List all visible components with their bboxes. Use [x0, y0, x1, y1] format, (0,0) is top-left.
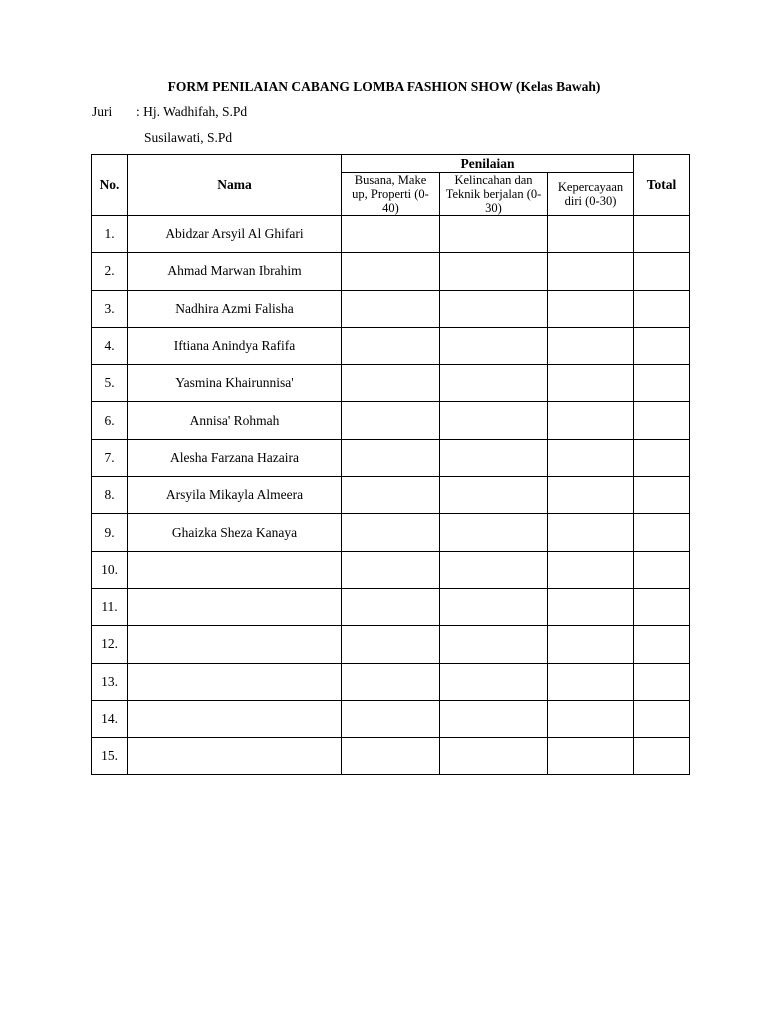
row-number: 5.	[92, 365, 128, 402]
score-busana-cell[interactable]	[342, 365, 440, 402]
score-total-cell[interactable]	[634, 738, 690, 775]
row-number: 12.	[92, 626, 128, 663]
score-busana-cell[interactable]	[342, 290, 440, 327]
participant-name	[128, 738, 342, 775]
score-busana-cell[interactable]	[342, 253, 440, 290]
table-row	[92, 439, 690, 476]
score-busana-cell[interactable]	[342, 477, 440, 514]
row-number: 3.	[92, 290, 128, 327]
score-busana-cell[interactable]	[342, 626, 440, 663]
row-number: 13.	[92, 663, 128, 700]
header-criteria-kepercayaan: Kepercayaan diri (0-30)	[548, 173, 634, 216]
table-row	[92, 477, 690, 514]
participant-name: Yasmina Khairunnisa'	[128, 365, 342, 402]
score-kepercayaan-cell[interactable]	[548, 216, 634, 253]
row-number: 8.	[92, 477, 128, 514]
header-no: No.	[92, 155, 128, 216]
score-kepercayaan-cell[interactable]	[548, 477, 634, 514]
score-busana-cell[interactable]	[342, 551, 440, 588]
header-total: Total	[634, 155, 690, 216]
score-kepercayaan-cell[interactable]	[548, 626, 634, 663]
row-number: 14.	[92, 700, 128, 737]
row-number: 15.	[92, 738, 128, 775]
score-kepercayaan-cell[interactable]	[548, 253, 634, 290]
score-kepercayaan-cell[interactable]	[548, 290, 634, 327]
score-kelincahan-cell[interactable]	[440, 738, 548, 775]
row-number: 11.	[92, 588, 128, 625]
table-row	[92, 327, 690, 364]
score-kelincahan-cell[interactable]	[440, 551, 548, 588]
row-number: 9.	[92, 514, 128, 551]
table-row	[92, 551, 690, 588]
score-busana-cell[interactable]	[342, 738, 440, 775]
score-kepercayaan-cell[interactable]	[548, 365, 634, 402]
score-table	[91, 154, 690, 775]
score-kelincahan-cell[interactable]	[440, 477, 548, 514]
row-number: 1.	[92, 216, 128, 253]
score-kelincahan-cell[interactable]	[440, 216, 548, 253]
score-kelincahan-cell[interactable]	[440, 327, 548, 364]
score-kepercayaan-cell[interactable]	[548, 551, 634, 588]
juri-label: Juri	[92, 104, 113, 119]
score-busana-cell[interactable]	[342, 327, 440, 364]
participant-name: Abidzar Arsyil Al Ghifari	[128, 216, 342, 253]
score-kelincahan-cell[interactable]	[440, 365, 548, 402]
score-kelincahan-cell[interactable]	[440, 290, 548, 327]
score-total-cell[interactable]	[634, 365, 690, 402]
score-kepercayaan-cell[interactable]	[548, 439, 634, 476]
participant-name	[128, 700, 342, 737]
score-busana-cell[interactable]	[342, 439, 440, 476]
participant-name: Arsyila Mikayla Almeera	[128, 477, 342, 514]
score-total-cell[interactable]	[634, 588, 690, 625]
score-kepercayaan-cell[interactable]	[548, 327, 634, 364]
header-criteria-kelincahan: Kelincahan dan Teknik berjalan (0-30)	[440, 173, 548, 216]
header-criteria-busana: Busana, Make up, Properti (0-40)	[342, 173, 440, 216]
table-row	[92, 626, 690, 663]
score-total-cell[interactable]	[634, 327, 690, 364]
header-row	[92, 155, 690, 173]
header-penilaian: Penilaian	[342, 155, 634, 173]
participant-name: Ahmad Marwan Ibrahim	[128, 253, 342, 290]
table-row	[92, 588, 690, 625]
score-busana-cell[interactable]	[342, 588, 440, 625]
table-row	[92, 253, 690, 290]
score-total-cell[interactable]	[634, 402, 690, 439]
score-total-cell[interactable]	[634, 439, 690, 476]
participant-name: Annisa' Rohmah	[128, 402, 342, 439]
row-number: 7.	[92, 439, 128, 476]
score-busana-cell[interactable]	[342, 663, 440, 700]
score-kelincahan-cell[interactable]	[440, 700, 548, 737]
juri-name-1: : Hj. Wadhifah, S.Pd	[136, 104, 248, 119]
score-total-cell[interactable]	[634, 626, 690, 663]
table-row	[92, 514, 690, 551]
participant-name	[128, 588, 342, 625]
header-nama: Nama	[128, 155, 342, 216]
score-kepercayaan-cell[interactable]	[548, 663, 634, 700]
score-total-cell[interactable]	[634, 253, 690, 290]
score-busana-cell[interactable]	[342, 402, 440, 439]
score-kelincahan-cell[interactable]	[440, 663, 548, 700]
table-row	[92, 365, 690, 402]
score-kelincahan-cell[interactable]	[440, 439, 548, 476]
row-number: 2.	[92, 253, 128, 290]
score-kepercayaan-cell[interactable]	[548, 514, 634, 551]
form-title: FORM PENILAIAN CABANG LOMBA FASHION SHOW (Kelas Bawah)	[167, 79, 601, 94]
score-busana-cell[interactable]	[342, 700, 440, 737]
score-kepercayaan-cell[interactable]	[548, 738, 634, 775]
participant-name	[128, 551, 342, 588]
participant-name: Ghaizka Sheza Kanaya	[128, 514, 342, 551]
score-kelincahan-cell[interactable]	[440, 402, 548, 439]
score-busana-cell[interactable]	[342, 514, 440, 551]
table-row	[92, 700, 690, 737]
score-kepercayaan-cell[interactable]	[548, 588, 634, 625]
row-number: 6.	[92, 402, 128, 439]
score-total-cell[interactable]	[634, 514, 690, 551]
table-row	[92, 663, 690, 700]
score-kelincahan-cell[interactable]	[440, 626, 548, 663]
score-total-cell[interactable]	[634, 290, 690, 327]
table-row	[92, 290, 690, 327]
participant-name	[128, 663, 342, 700]
score-total-cell[interactable]	[634, 477, 690, 514]
score-busana-cell[interactable]	[342, 216, 440, 253]
score-total-cell[interactable]	[634, 216, 690, 253]
row-number: 10.	[92, 551, 128, 588]
participant-name: Alesha Farzana Hazaira	[128, 439, 342, 476]
table-body	[92, 216, 690, 775]
participant-name: Nadhira Azmi Falisha	[128, 290, 342, 327]
score-kelincahan-cell[interactable]	[440, 588, 548, 625]
table-row	[92, 402, 690, 439]
table-row	[92, 216, 690, 253]
score-kelincahan-cell[interactable]	[440, 253, 548, 290]
table-row	[92, 738, 690, 775]
score-total-cell[interactable]	[634, 663, 690, 700]
row-number: 4.	[92, 327, 128, 364]
participant-name	[128, 626, 342, 663]
score-total-cell[interactable]	[634, 700, 690, 737]
score-kelincahan-cell[interactable]	[440, 514, 548, 551]
score-total-cell[interactable]	[634, 551, 690, 588]
participant-name: Iftiana Anindya Rafifa	[128, 327, 342, 364]
juri-name-2: Susilawati, S.Pd	[144, 130, 233, 145]
score-kepercayaan-cell[interactable]	[548, 402, 634, 439]
score-kepercayaan-cell[interactable]	[548, 700, 634, 737]
